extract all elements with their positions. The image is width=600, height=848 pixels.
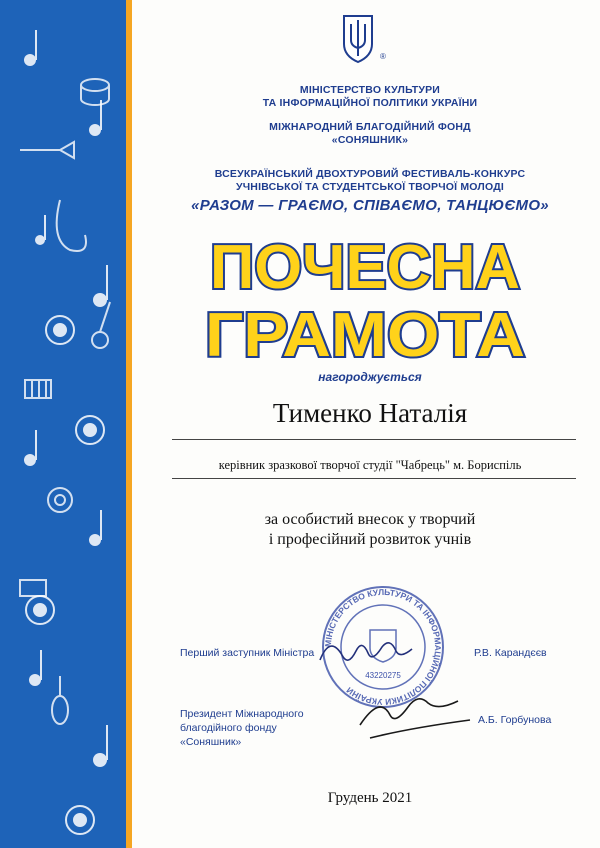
reason-line-2: і професійний розвиток учнів: [268, 531, 472, 548]
fund-line-1: МІЖНАРОДНИЙ БЛАГОДІЙНИЙ ФОНД: [269, 121, 471, 133]
fund-name: [150, 121, 590, 147]
reason-line-1: за особистий внесок у творчий: [264, 511, 476, 528]
festival-line-1: ВСЕУКРАЇНСЬКИЙ ДВОХТУРОВИЙ ФЕСТИВАЛЬ-КОНКУРС: [214, 168, 526, 180]
second-signer-name: А.Б. Горбунова: [478, 714, 552, 726]
first-signer-name: Р.В. Карандєєв: [474, 647, 547, 659]
festival-slogan: «РАЗОМ — ГРАЄМО, СПІВАЄМО, ТАНЦЮЄМО»: [191, 197, 549, 214]
second-title-line-3: «Соняшник»: [180, 736, 242, 748]
ministry-line-1: МІНІСТЕРСТВО КУЛЬТУРИ: [299, 84, 441, 96]
certificate-title: [195, 226, 535, 376]
signature-1: [320, 643, 412, 660]
second-title-line-2: благодійного фонду: [180, 722, 277, 734]
title-line-1: ПОЧЕСНА: [210, 233, 520, 302]
festival-name: [150, 168, 590, 194]
recipient-position: керівник зразкової творчої студії "Чабрець" м. Бориспіль: [218, 458, 522, 472]
issue-date: Грудень 2021: [327, 790, 413, 806]
first-signer-title: Перший заступник Міністра: [180, 647, 315, 659]
name-underline: [172, 439, 576, 440]
music-pattern-band: [0, 0, 140, 848]
ministry-line-2: ТА ІНФОРМАЦІЙНОЇ ПОЛІТИКИ УКРАЇНИ: [262, 97, 478, 109]
award-reason: [150, 510, 590, 550]
signature-2: [360, 699, 470, 738]
trident-emblem-icon: [341, 12, 375, 64]
ministry-name: [150, 84, 590, 110]
title-line-2: ГРАМОТА: [205, 301, 525, 370]
recipient-name: Тименко Наталія: [272, 398, 468, 428]
position-underline: [172, 478, 576, 479]
stamp-ring-text: МІНІСТЕРСТВО КУЛЬТУРИ ТА ІНФОРМАЦІЙНОЇ ПОЛІТИКИ УКРАЇНИ: [322, 586, 444, 708]
festival-line-2: УЧНІВСЬКОЇ ТА СТУДЕНТСЬКОЇ ТВОРЧОЇ МОЛОДІ: [235, 181, 504, 193]
second-signer-title: [180, 707, 330, 749]
stamp-code: 43220275: [365, 671, 401, 680]
registered-mark: ®: [380, 52, 386, 61]
second-title-line-1: Президент Міжнародного: [180, 708, 304, 720]
awarded-label: нагороджується: [318, 370, 422, 384]
fund-line-2: «СОНЯШНИК»: [331, 134, 409, 146]
